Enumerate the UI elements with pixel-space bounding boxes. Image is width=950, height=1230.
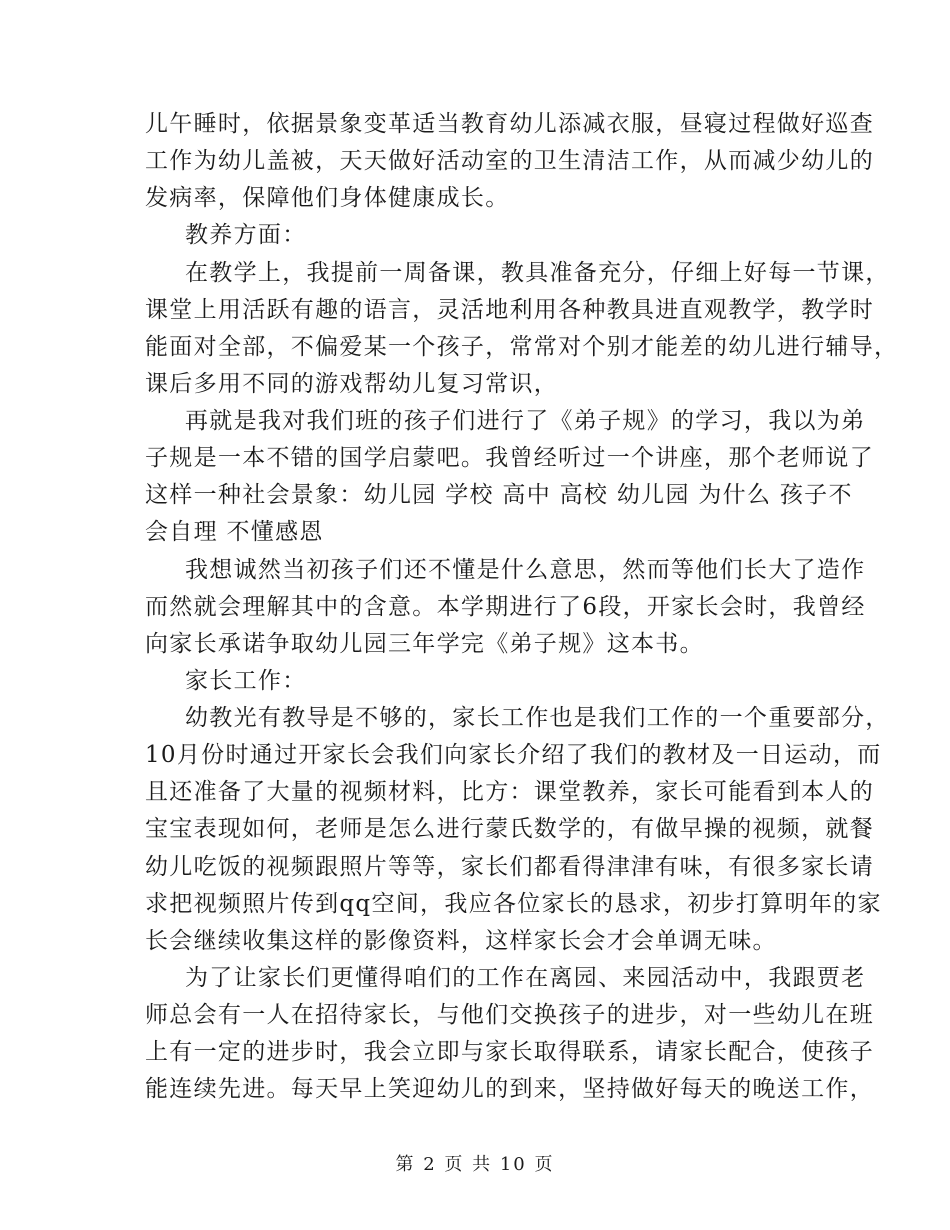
text-line: 10月份时通过开家长会我们向家长介绍了我们的教材及一日运动，而 xyxy=(145,742,882,768)
text-line: 能面对全部，不偏爱某一个孩子，常常对个别才能差的幼儿进行辅导， xyxy=(145,334,899,360)
text-line: 儿午睡时，依据景象变革适当教育幼儿添减衣服，昼寝过程做好巡查 xyxy=(145,111,874,137)
text-line: 幼儿吃饭的视频跟照片等等，家长们都看得津津有味，有很多家长请 xyxy=(145,854,874,880)
text-line: 会自理 不懂感恩 xyxy=(145,519,324,545)
text-line: 向家长承诺争取幼儿园三年学完《弟子规》这本书。 xyxy=(145,631,704,657)
text-line: 长会继续收集这样的影像资料，这样家长会才会单调无味。 xyxy=(145,928,777,954)
text-line: 上有一定的进步时，我会立即与家长取得联系，请家长配合，使孩子 xyxy=(145,1039,874,1065)
section-heading-education: 教养方面： xyxy=(185,222,307,248)
text-line: 宝宝表现如何，老师是怎么进行蒙氏数学的，有做早操的视频，就餐 xyxy=(145,816,874,842)
text-line: 为了让家长们更懂得咱们的工作在离园、来园活动中，我跟贾老 xyxy=(185,965,866,991)
text-line: 课后多用不同的游戏帮幼儿复习常识， xyxy=(145,371,559,397)
text-line: 能连续先进。每天早上笑迎幼儿的到来，坚持做好每天的晚送工作， xyxy=(145,1076,874,1102)
text-line: 幼教光有教导是不够的，家长工作也是我们工作的一个重要部分， xyxy=(185,705,890,731)
text-line: 工作为幼儿盖被，天天做好活动室的卫生清洁工作，从而减少幼儿的 xyxy=(145,148,874,174)
text-line: 这样一种社会景象：幼儿园 学校 高中 高校 幼儿园 为什么 孩子不 xyxy=(145,482,853,508)
text-line: 子规是一本不错的国学启蒙吧。我曾经听过一个讲座，那个老师说了 xyxy=(145,445,874,471)
text-line: 在教学上，我提前一周备课，教具准备充分，仔细上好每一节课， xyxy=(185,260,890,286)
text-line: 师总会有一人在招待家长，与他们交换孩子的进步，对一些幼儿在班 xyxy=(145,1002,874,1028)
text-line: 发病率，保障他们身体健康成长。 xyxy=(145,185,510,211)
page-number-footer: 第 2 页 共 10 页 xyxy=(395,1154,555,1175)
text-line: 求把视频照片传到qq空间，我应各位家长的恳求，初步打算明年的家 xyxy=(145,891,882,917)
text-line: 课堂上用活跃有趣的语言，灵活地利用各种教具进直观教学，教学时 xyxy=(145,297,874,323)
text-line: 而然就会理解其中的含意。本学期进行了6段，开家长会时，我曾经 xyxy=(145,594,866,620)
text-line: 再就是我对我们班的孩子们进行了《弟子规》的学习，我以为弟 xyxy=(185,408,866,434)
section-heading-parents: 家长工作： xyxy=(185,668,307,694)
text-line: 我想诚然当初孩子们还不懂是什么意思，然而等他们长大了造作 xyxy=(185,557,866,583)
text-line: 且还准备了大量的视频材料，比方：课堂教养，家长可能看到本人的 xyxy=(145,779,874,805)
